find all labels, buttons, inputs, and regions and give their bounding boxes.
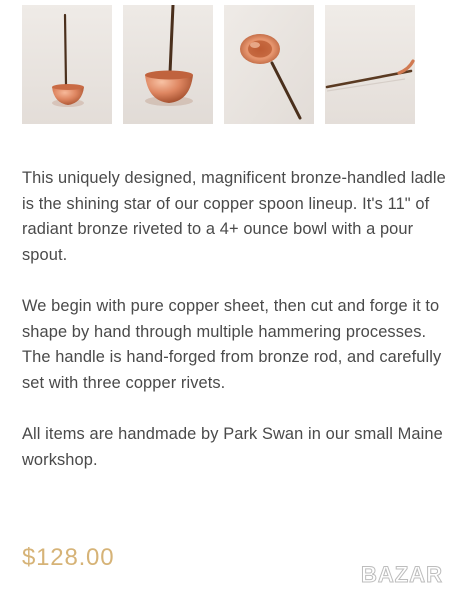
image-gallery [22,5,416,124]
description-paragraph: We begin with pure copper sheet, then cut and forge it to shape by hand through multiple hammering processes. The handle is hand-forged from bronze rod, and carefully set with three copper rivets. [22,297,442,392]
description-paragraph: This uniquely designed, magnificent bronze-handled ladle is the shining star of our copper spoon lineup. It's 11" of radiant bronze riveted to a 4+ ounce bowl with a pour spout. [22,169,446,264]
thumbnail-ladle-side-profile[interactable] [325,5,415,124]
ladle-photo-icon [224,5,314,124]
thumbnail-ladle-bowl-closeup[interactable] [123,5,213,124]
thumbnail-ladle-top-angle[interactable] [224,5,314,124]
ladle-photo-icon [123,5,213,124]
description-paragraph: All items are handmade by Park Swan in our small Maine workshop. [22,425,443,469]
ladle-photo-icon [22,5,112,124]
bazar-watermark-logo [350,552,455,592]
thumbnail-ladle-front-view[interactable] [22,5,112,124]
ladle-photo-icon [325,5,415,124]
product-price: $128.00 [22,544,115,571]
product-description [22,166,450,499]
watermark-text: BAZAR [361,562,443,587]
